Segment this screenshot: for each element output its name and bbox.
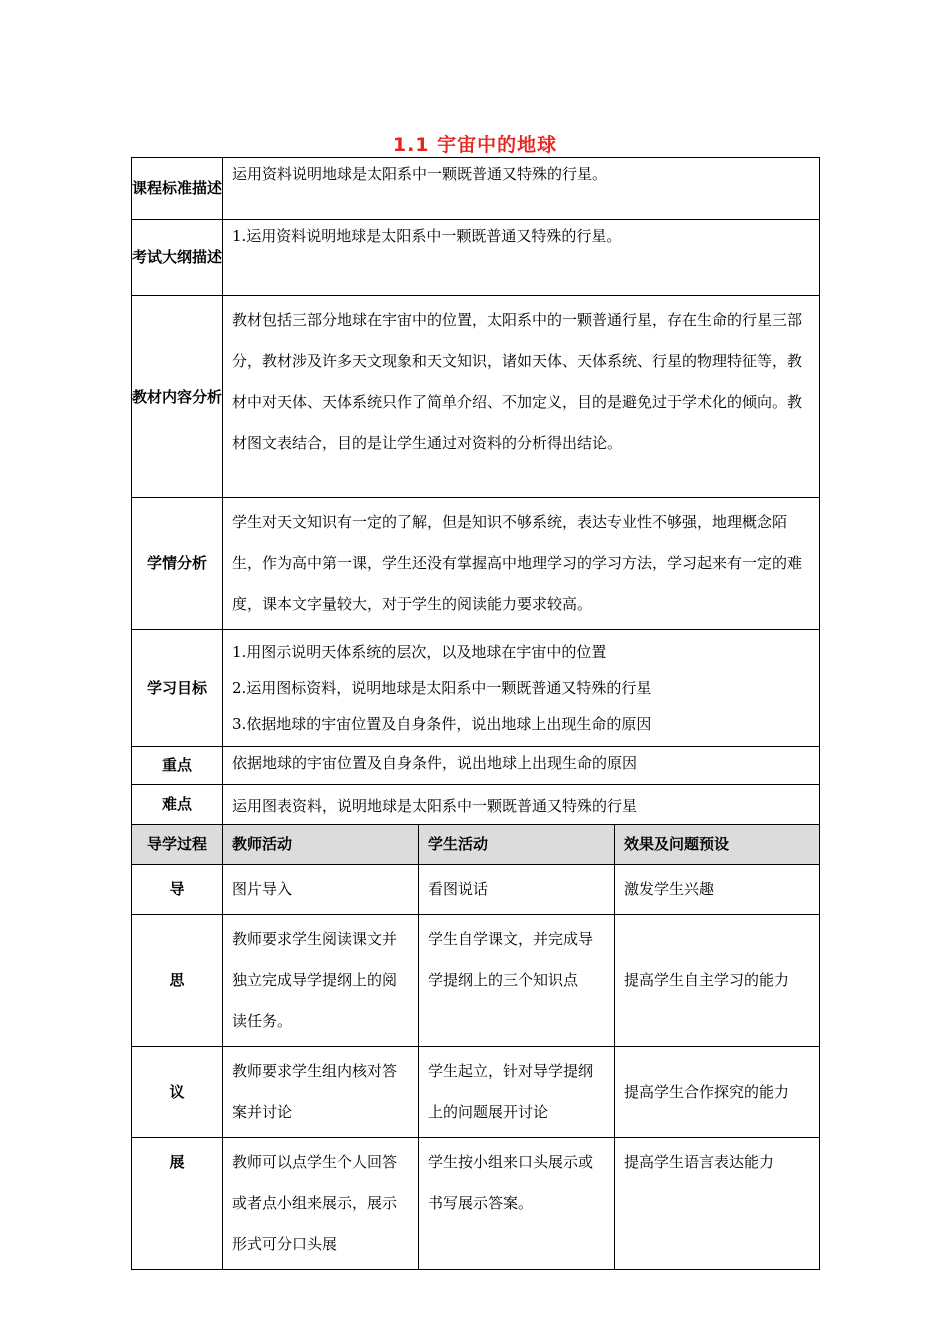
effect: 提高学生合作探究的能力 [615,1047,820,1138]
stage-label: 思 [132,915,223,1047]
content-exam-outline: 1.运用资料说明地球是太阳系中一颗既普通又特殊的行星。 [223,220,820,296]
student-activity: 看图说话 [419,865,615,915]
table-row [132,1138,820,1270]
stage-label: 展 [132,1138,223,1270]
table-row [132,1047,820,1138]
header-process: 导学过程 [132,825,223,865]
student-activity: 学生自学课文，并完成导学提纲上的三个知识点 [419,915,615,1047]
stage-label: 导 [132,865,223,915]
process-header-row [132,825,820,865]
objective-item: 3.依据地球的宇宙位置及自身条件，说出地球上出现生命的原因 [232,715,652,733]
effect: 提高学生语言表达能力 [615,1138,820,1270]
row-textbook-analysis [132,296,820,498]
student-activity: 学生起立，针对导学提纲上的问题展开讨论 [419,1047,615,1138]
header-student-activity: 学生活动 [419,825,615,865]
content-difficulty: 运用图表资料，说明地球是太阳系中一颗既普通又特殊的行星 [223,785,820,825]
effect: 提高学生自主学习的能力 [615,915,820,1047]
content-key-point: 依据地球的宇宙位置及自身条件，说出地球上出现生命的原因 [223,747,820,785]
teacher-activity: 教师要求学生阅读课文并独立完成导学提纲上的阅读任务。 [223,915,419,1047]
objective-item: 2.运用图标资料，说明地球是太阳系中一颗既普通又特殊的行星 [232,679,652,697]
row-learning-objectives [132,630,820,747]
effect: 激发学生兴趣 [615,865,820,915]
table-row [132,865,820,915]
content-textbook-analysis: 教材包括三部分地球在宇宙中的位置，太阳系中的一颗普通行星，存在生命的行星三部分，教材涉及许多天文现象和天文知识，诸如天体、天体系统、行星的物理特征等，教材中对天体、天体系统只作了简单介绍、不加定义，目的是避免过于学术化的倾向。教材图文表结合，目的是让学生通过对资料的分析得出结论。 [223,296,820,498]
teacher-activity: 教师要求学生组内核对答案并讨论 [223,1047,419,1138]
row-key-point [132,747,820,785]
table-row [132,915,820,1047]
label-exam-outline: 考试大纲描述 [132,220,223,296]
label-learner-analysis: 学情分析 [132,498,223,630]
row-curriculum-standard [132,158,820,220]
label-textbook-analysis: 教材内容分析 [132,296,223,498]
label-curriculum-standard: 课程标准描述 [132,158,223,220]
header-effect: 效果及问题预设 [615,825,820,865]
student-activity: 学生按小组来口头展示或书写展示答案。 [419,1138,615,1270]
label-difficulty: 难点 [132,785,223,825]
teacher-activity: 教师可以点学生个人回答或者点小组来展示，展示形式可分口头展 [223,1138,419,1270]
content-learning-objectives [223,630,820,747]
stage-label: 议 [132,1047,223,1138]
page-title: 1.1 宇宙中的地球 [392,134,558,156]
lesson-plan-table [131,157,820,1270]
label-learning-objectives: 学习目标 [132,630,223,747]
row-exam-outline [132,220,820,296]
content-learner-analysis: 学生对天文知识有一定的了解，但是知识不够系统，表达专业性不够强，地理概念陌生，作为高中第一课，学生还没有掌握高中地理学习的学习方法，学习起来有一定的难度，课本文字量较大，对于学生的阅读能力要求较高。 [223,498,820,630]
objective-item: 1.用图示说明天体系统的层次，以及地球在宇宙中的位置 [232,643,607,661]
row-difficulty [132,785,820,825]
header-teacher-activity: 教师活动 [223,825,419,865]
teacher-activity: 图片导入 [223,865,419,915]
content-curriculum-standard: 运用资料说明地球是太阳系中一颗既普通又特殊的行星。 [223,158,820,220]
label-key-point: 重点 [132,747,223,785]
row-learner-analysis [132,498,820,630]
